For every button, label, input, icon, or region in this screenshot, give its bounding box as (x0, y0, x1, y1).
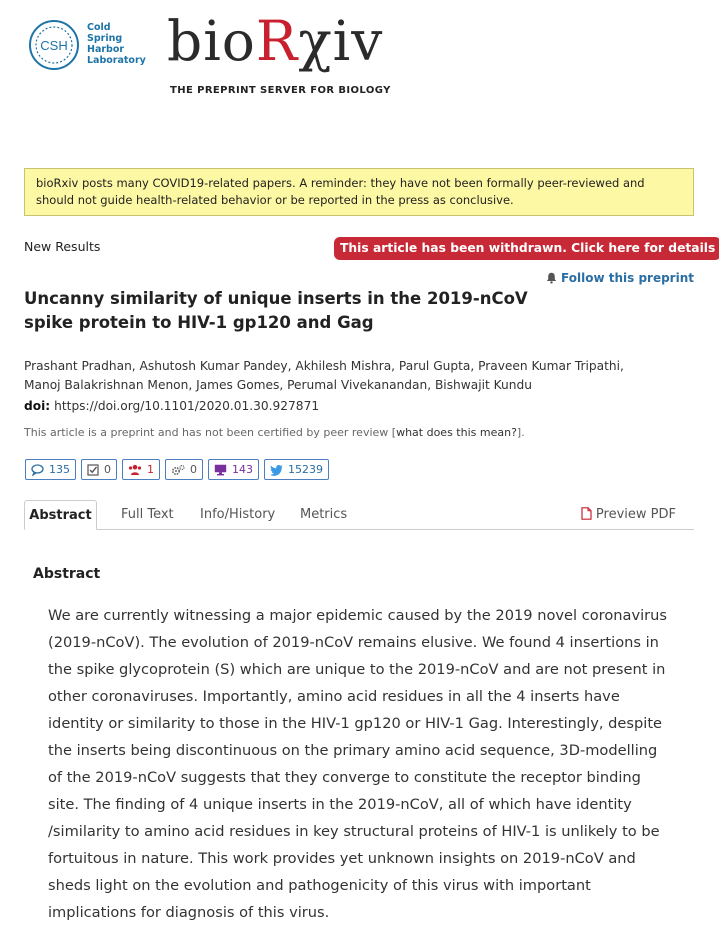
trackbacks-metric[interactable]: 0 (165, 459, 203, 480)
tab-abstract[interactable]: Abstract (24, 500, 97, 530)
article-title: Uncanny similarity of unique inserts in the 2019-nCoV spike protein to HIV-1 gp120 and Gag (24, 289, 528, 332)
preprint-note: This article is a preprint and has not been certified by peer review [what does this mean?]. (24, 426, 525, 439)
what-does-this-mean-link[interactable]: what does this mean? (396, 426, 517, 439)
authors-line[interactable]: Manoj Balakrishnan Menon, James Gomes, Perumal Vivekanandan, Bishwajit Kundu (24, 378, 532, 392)
community-metric[interactable]: 1 (122, 459, 160, 480)
tweets-metric[interactable]: 15239 (264, 459, 329, 480)
comment-icon (31, 464, 44, 476)
abstract-heading: Abstract (33, 566, 101, 582)
authors-line[interactable]: Prashant Pradhan, Ashutosh Kumar Pandey, Akhilesh Mishra, Parul Gupta, Praveen Kumar Tripathi, (24, 359, 624, 373)
follow-preprint-link[interactable]: Follow this preprint (546, 271, 694, 285)
users-icon (128, 464, 142, 476)
bell-icon (546, 272, 557, 284)
tab-preview-pdf[interactable]: Preview PDF (581, 500, 676, 529)
monitor-icon (214, 464, 227, 476)
tagline: THE PREPRINT SERVER FOR BIOLOGY (170, 85, 391, 96)
twitter-icon (270, 464, 283, 476)
article-tabs (24, 500, 694, 530)
covid-notice: bioRxiv posts many COVID19-related papers. A reminder: they have not been formally peer-reviewed and should not guide health-related behavior or be reported in the press as conclusive. (24, 168, 694, 216)
doi-line: doi: https://doi.org/10.1101/2020.01.30.927871 (24, 399, 320, 413)
tab-metrics[interactable]: Metrics (300, 507, 348, 522)
checkbox-icon (87, 464, 99, 476)
comments-metric[interactable]: 135 (25, 459, 76, 480)
abstract-body: We are currently witnessing a major epidemic caused by the 2019 novel coronavirus (2019-nCoV). The evolution of 2019-nCoV remains elusive. We found 4 insertions in the spike glycoprotein (S) which are unique to the 2019-nCoV and are not present in other coronaviruses. Importantly, amino acid residues in all the 4 inserts have identity or similarity to those in the HIV-1 gp120 or HIV-1 Gag. Interestingly, despite the inserts being discontinuous on the primary amino acid sequence, 3D-modelling of the 2019-nCoV suggests that they converge to constitute the receptor binding site. The finding of 4 unique inserts in the 2019-nCoV, all of which have identity /similarity to amino acid residues in key structural proteins of HIV-1 is unlikely to be fortuitous in nature. This work provides yet unknown insights on 2019-nCoV and sheds light on the evolution and pathogenicity of this virus with important implications for diagnosis of this virus. (48, 607, 667, 921)
tab-info-history[interactable]: Info/History (200, 507, 276, 522)
reviews-metric[interactable]: 0 (81, 459, 117, 480)
tab-full-text[interactable]: Full Text (121, 507, 174, 522)
article-type: New Results (24, 239, 101, 254)
altmetric-bar (25, 459, 329, 480)
csh-wordmark: Cold Spring Harbor Laboratory (87, 22, 146, 66)
csh-logo[interactable] (26, 17, 146, 73)
doi-link[interactable]: https://doi.org/10.1101/2020.01.30.927871 (54, 399, 320, 413)
cogs-icon (171, 464, 185, 476)
biorxiv-logo[interactable]: bioRχiv (167, 9, 384, 73)
withdrawn-badge[interactable]: This article has been withdrawn. Click here for details (334, 237, 719, 260)
csh-initials: CSH (40, 38, 68, 53)
pdf-file-icon (581, 507, 592, 520)
csh-dna-logo-icon (26, 17, 82, 73)
author-list (24, 357, 624, 395)
blogs-metric[interactable]: 143 (208, 459, 259, 480)
